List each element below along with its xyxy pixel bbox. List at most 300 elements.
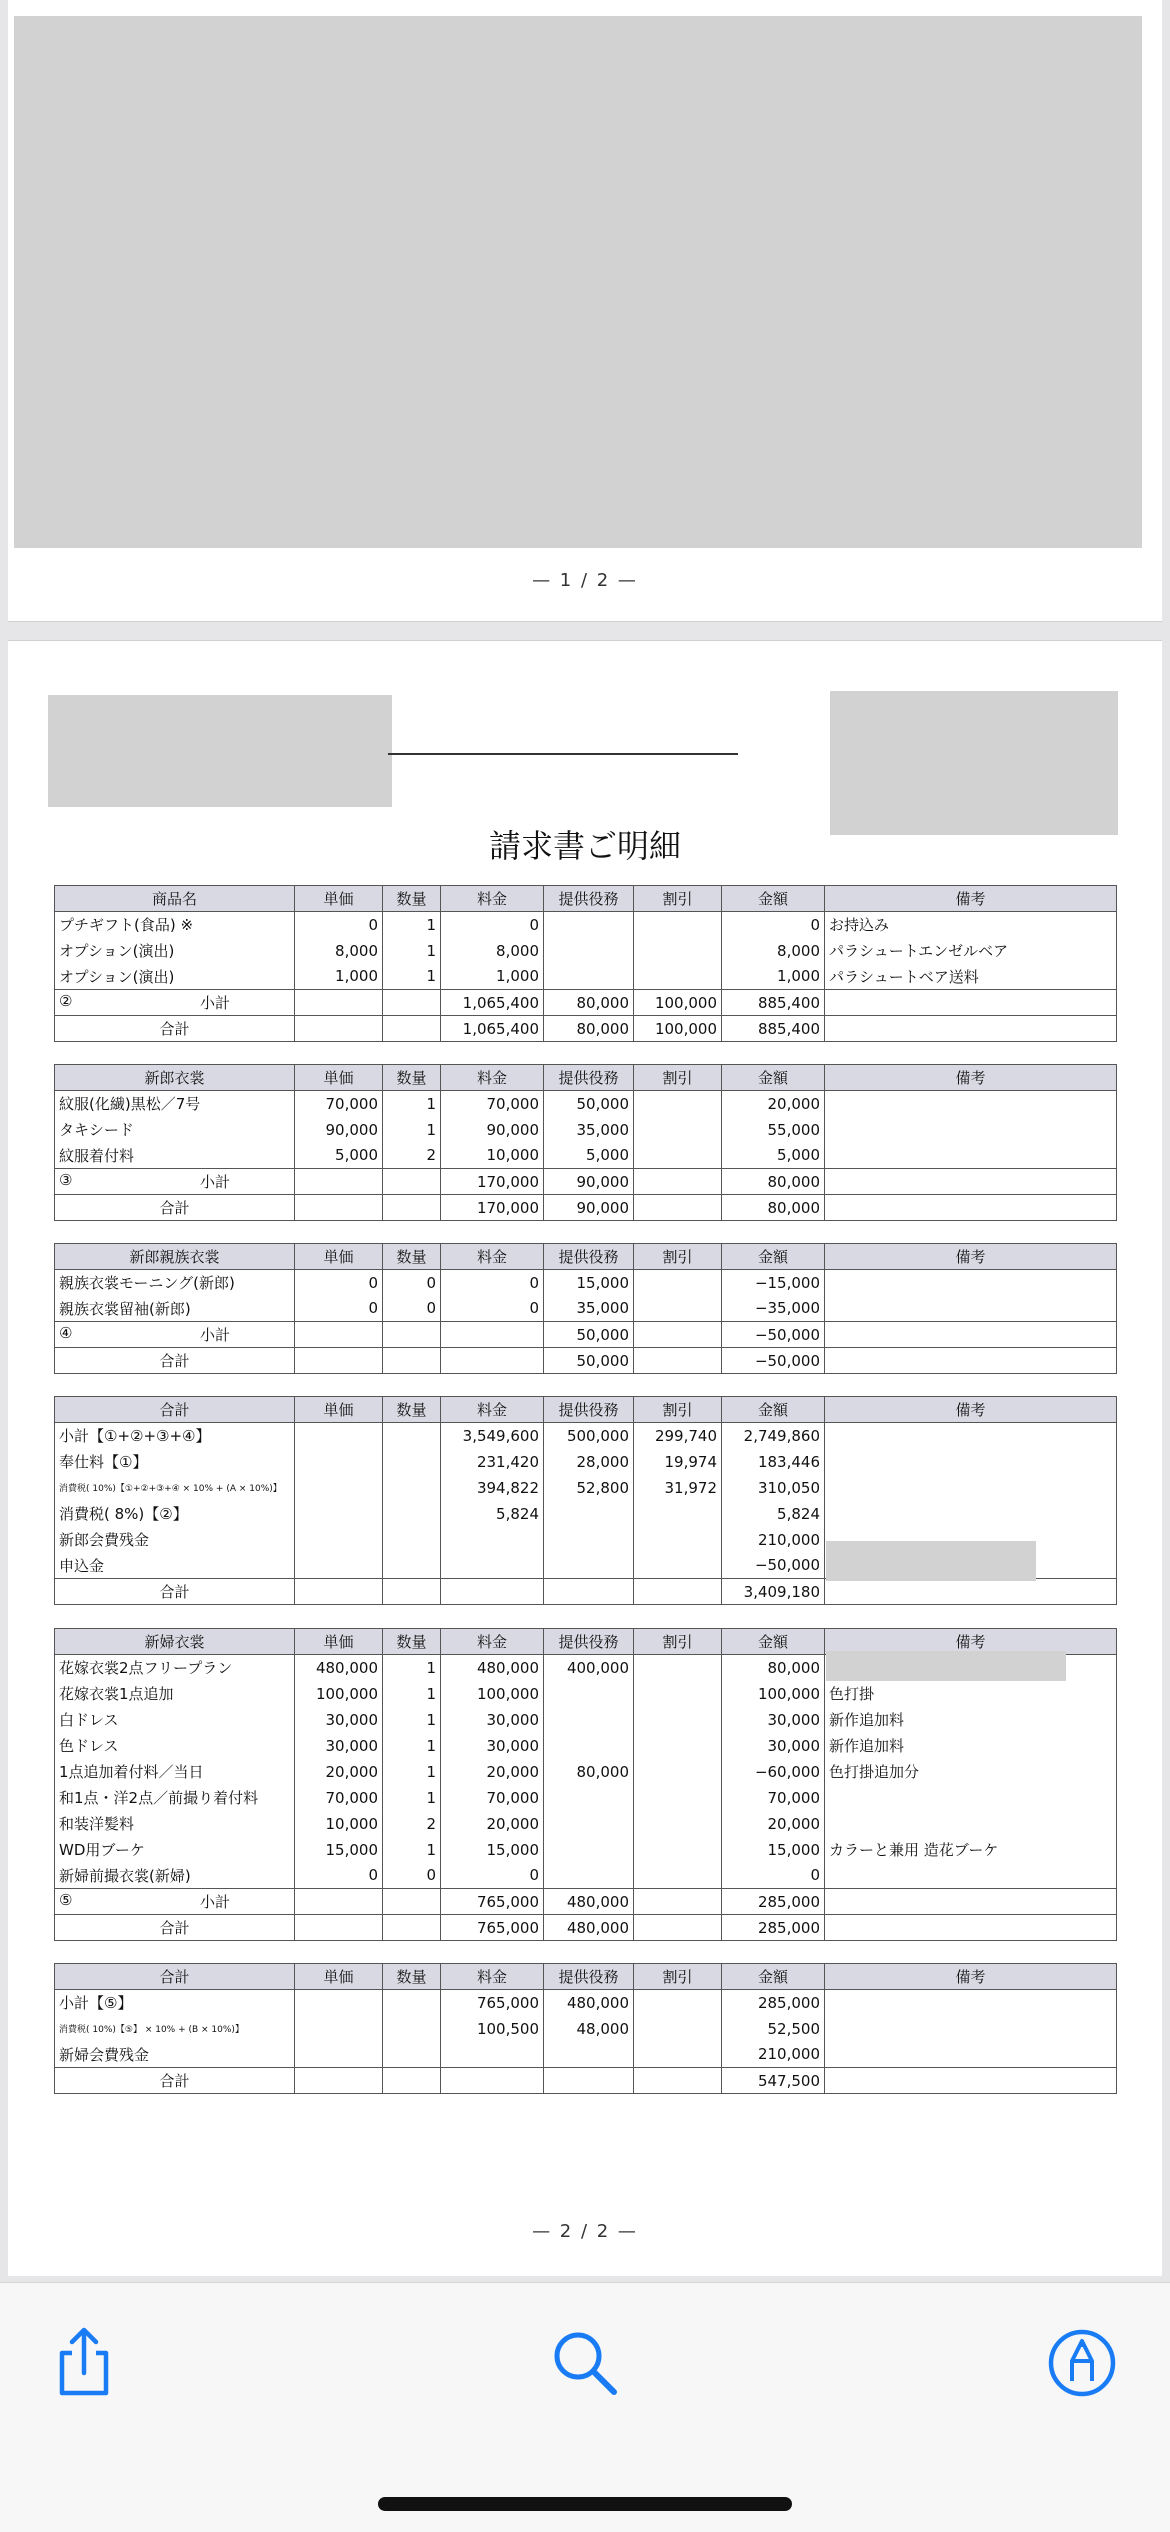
amount-cell [825, 1348, 1117, 1374]
page-indicator-1: — 1 / 2 — [532, 570, 638, 591]
amount-cell [634, 1681, 722, 1707]
amount-cell: 765,000 [441, 1889, 544, 1915]
amount-cell [295, 1322, 383, 1348]
total-row [55, 2068, 1117, 2094]
subtotal-row [55, 1889, 1117, 1915]
amount-cell [634, 1889, 722, 1915]
amount-cell [441, 1527, 544, 1553]
total-row [55, 1579, 1117, 1605]
amount-cell [544, 912, 634, 938]
item-name-cell: 花嫁衣裳2点フリープラン [55, 1655, 295, 1681]
amount-cell [825, 1195, 1117, 1221]
remarks-cell [825, 2016, 1117, 2042]
item-name-cell: 和装洋髪料 [55, 1811, 295, 1837]
table-row [55, 1811, 1117, 1837]
amount-cell [634, 1117, 722, 1143]
amount-cell: 1,000 [295, 964, 383, 990]
amount-cell [383, 1527, 441, 1553]
amount-cell: 30,000 [722, 1733, 825, 1759]
amount-cell [634, 964, 722, 990]
remarks-cell [825, 1990, 1117, 2016]
amount-cell [825, 1016, 1117, 1042]
column-header: 単価 [295, 1244, 383, 1270]
column-header: 割引 [634, 1244, 722, 1270]
amount-cell: 310,050 [722, 1475, 825, 1501]
amount-cell: 3,409,180 [722, 1579, 825, 1605]
column-header: 提供役務 [544, 886, 634, 912]
amount-cell [383, 1579, 441, 1605]
item-name-cell: 消費税( 8%)【②】 [55, 1501, 295, 1527]
document-title: 請求書ご明細 [488, 827, 681, 865]
amount-cell [383, 1322, 441, 1348]
item-name-cell: 白ドレス [55, 1707, 295, 1733]
total-row-label: 合計 [55, 1915, 295, 1941]
search-button[interactable] [545, 2323, 625, 2403]
amount-cell: 394,822 [441, 1475, 544, 1501]
amount-cell: 210,000 [722, 2042, 825, 2068]
amount-cell [634, 1707, 722, 1733]
item-name-cell: 小計【①+②+③+④】 [55, 1423, 295, 1449]
amount-cell: 885,400 [722, 990, 825, 1016]
amount-cell: 183,446 [722, 1449, 825, 1475]
amount-cell [634, 1837, 722, 1863]
item-name-cell: WD用ブーケ [55, 1837, 295, 1863]
column-header: 数量 [383, 1629, 441, 1655]
invoice-table-groom-family-costume [54, 1243, 1117, 1374]
amount-cell [634, 1296, 722, 1322]
item-name-cell: 親族衣裳留袖(新郎) [55, 1296, 295, 1322]
amount-cell [544, 938, 634, 964]
total-row-label: 合計 [55, 1579, 295, 1605]
column-header: 新郎衣裳 [55, 1065, 295, 1091]
amount-cell: 480,000 [544, 1889, 634, 1915]
amount-cell [634, 1863, 722, 1889]
remarks-cell: 色打掛追加分 [825, 1759, 1117, 1785]
column-header: 割引 [634, 1964, 722, 1990]
table-row [55, 1423, 1117, 1449]
remarks-cell [825, 2042, 1117, 2068]
table-header-row [55, 1065, 1117, 1091]
amount-cell [544, 1501, 634, 1527]
amount-cell [544, 1681, 634, 1707]
amount-cell: 20,000 [295, 1759, 383, 1785]
subtotal-text: 小計 [199, 1326, 230, 1344]
amount-cell [544, 1579, 634, 1605]
amount-cell [544, 1785, 634, 1811]
remarks-cell [825, 1449, 1117, 1475]
invoice-table-bride-total [54, 1963, 1117, 2094]
amount-cell: 30,000 [441, 1733, 544, 1759]
amount-cell [634, 1501, 722, 1527]
column-header: 数量 [383, 1065, 441, 1091]
column-header: 金額 [722, 1397, 825, 1423]
item-name-cell: 花嫁衣裳1点追加 [55, 1681, 295, 1707]
amount-cell [295, 990, 383, 1016]
amount-cell [544, 1811, 634, 1837]
table-row [55, 1785, 1117, 1811]
invoice-table-groom-costume [54, 1064, 1117, 1221]
column-header: 料金 [441, 1964, 544, 1990]
amount-cell [295, 1348, 383, 1374]
remarks-cell [825, 1270, 1117, 1296]
column-header: 備考 [825, 1244, 1117, 1270]
amount-cell: 231,420 [441, 1449, 544, 1475]
amount-cell [383, 1475, 441, 1501]
table-row [55, 964, 1117, 990]
amount-cell: 1 [383, 1681, 441, 1707]
amount-cell [825, 1889, 1117, 1915]
amount-cell: 1 [383, 964, 441, 990]
total-row [55, 1016, 1117, 1042]
amount-cell [295, 1195, 383, 1221]
amount-cell: 80,000 [722, 1195, 825, 1221]
column-header: 単価 [295, 1629, 383, 1655]
column-header: 数量 [383, 1244, 441, 1270]
amount-cell: 1 [383, 1733, 441, 1759]
amount-cell: 20,000 [441, 1759, 544, 1785]
column-header: 単価 [295, 886, 383, 912]
amount-cell [383, 2016, 441, 2042]
amount-cell: 100,000 [634, 990, 722, 1016]
column-header: 備考 [825, 1629, 1117, 1655]
title-underline [388, 753, 738, 755]
amount-cell [634, 1553, 722, 1579]
remarks-cell [825, 1296, 1117, 1322]
amount-cell [634, 1579, 722, 1605]
subtotal-text: 小計 [199, 1173, 230, 1191]
column-header: 数量 [383, 886, 441, 912]
remarks-cell [825, 1501, 1117, 1527]
amount-cell [295, 1016, 383, 1042]
amount-cell: 70,000 [441, 1091, 544, 1117]
redacted-area [826, 1651, 1066, 1681]
amount-cell [825, 1322, 1117, 1348]
amount-cell [441, 1579, 544, 1605]
amount-cell: 15,000 [295, 1837, 383, 1863]
amount-cell: 500,000 [544, 1423, 634, 1449]
remarks-cell [825, 1117, 1117, 1143]
amount-cell [634, 1733, 722, 1759]
table-row [55, 1837, 1117, 1863]
table-row [55, 1707, 1117, 1733]
amount-cell [634, 2016, 722, 2042]
remarks-cell [825, 1811, 1117, 1837]
amount-cell: 30,000 [441, 1707, 544, 1733]
amount-cell: 1 [383, 912, 441, 938]
amount-cell: 48,000 [544, 2016, 634, 2042]
amount-cell: 1 [383, 1837, 441, 1863]
amount-cell: 80,000 [722, 1655, 825, 1681]
column-header: 備考 [825, 886, 1117, 912]
item-name-cell: タキシード [55, 1117, 295, 1143]
amount-cell [441, 1348, 544, 1374]
column-header: 料金 [441, 886, 544, 912]
amount-cell: 70,000 [295, 1785, 383, 1811]
item-name-cell: 和1点・洋2点／前撮り着付料 [55, 1785, 295, 1811]
amount-cell [295, 2068, 383, 2094]
amount-cell: 0 [295, 1296, 383, 1322]
amount-cell: 100,000 [295, 1681, 383, 1707]
total-row-label: 合計 [55, 2068, 295, 2094]
remarks-cell: カラーと兼用 造花ブーケ [825, 1837, 1117, 1863]
redacted-area [830, 691, 1118, 835]
amount-cell: 0 [441, 912, 544, 938]
column-header: 金額 [722, 886, 825, 912]
amount-cell [544, 1553, 634, 1579]
item-name-cell: オプション(演出) [55, 964, 295, 990]
amount-cell [544, 1707, 634, 1733]
amount-cell: 1,000 [441, 964, 544, 990]
amount-cell: 0 [722, 1863, 825, 1889]
column-header: 備考 [825, 1964, 1117, 1990]
subtotal-row-label [55, 1889, 295, 1915]
remarks-cell: お持込み [825, 912, 1117, 938]
amount-cell: 10,000 [295, 1811, 383, 1837]
amount-cell [295, 1889, 383, 1915]
item-name-cell: 申込金 [55, 1553, 295, 1579]
amount-cell [441, 1322, 544, 1348]
amount-cell [383, 1915, 441, 1941]
amount-cell [295, 1553, 383, 1579]
subtotal-text: 小計 [199, 994, 230, 1012]
amount-cell [383, 1423, 441, 1449]
remarks-cell [825, 1423, 1117, 1449]
invoice-table-goods [54, 885, 1117, 1042]
amount-cell: −50,000 [722, 1553, 825, 1579]
amount-cell: 70,000 [295, 1091, 383, 1117]
amount-cell [634, 1655, 722, 1681]
redacted-area [826, 1541, 1036, 1581]
subtotal-row-label [55, 1322, 295, 1348]
amount-cell: 0 [722, 912, 825, 938]
amount-cell [634, 1527, 722, 1553]
amount-cell: 1 [383, 1655, 441, 1681]
remarks-cell [825, 1143, 1117, 1169]
amount-cell: 100,000 [634, 1016, 722, 1042]
amount-cell: 90,000 [544, 1195, 634, 1221]
table-row [55, 1143, 1117, 1169]
amount-cell [544, 2068, 634, 2094]
amount-cell: 80,000 [544, 990, 634, 1016]
amount-cell [295, 1501, 383, 1527]
markup-button[interactable] [1042, 2323, 1122, 2403]
amount-cell [383, 1990, 441, 2016]
share-button[interactable] [44, 2323, 124, 2403]
amount-cell: 10,000 [441, 1143, 544, 1169]
amount-cell: 0 [441, 1296, 544, 1322]
amount-cell: 20,000 [722, 1091, 825, 1117]
amount-cell [383, 1449, 441, 1475]
amount-cell: 30,000 [295, 1733, 383, 1759]
amount-cell [634, 1169, 722, 1195]
amount-cell [295, 1915, 383, 1941]
markup-icon [1046, 2327, 1118, 2399]
table-row [55, 1296, 1117, 1322]
table-row [55, 938, 1117, 964]
amount-cell [295, 1449, 383, 1475]
table-row [55, 1501, 1117, 1527]
amount-cell: 15,000 [441, 1837, 544, 1863]
share-icon [52, 2327, 116, 2399]
amount-cell: 8,000 [295, 938, 383, 964]
amount-cell [825, 1915, 1117, 1941]
total-row-label: 合計 [55, 1016, 295, 1042]
pdf-page-2 [8, 640, 1162, 2276]
amount-cell: 5,824 [441, 1501, 544, 1527]
column-header: 金額 [722, 1629, 825, 1655]
bottom-toolbar [0, 2282, 1170, 2532]
amount-cell [825, 1579, 1117, 1605]
item-name-cell: 消費税( 10%)【①+②+③+④ × 10% + (A × 10%)】 [55, 1475, 295, 1501]
column-header: 提供役務 [544, 1065, 634, 1091]
amount-cell [295, 1423, 383, 1449]
column-header: 単価 [295, 1065, 383, 1091]
amount-cell [383, 990, 441, 1016]
amount-cell: 170,000 [441, 1169, 544, 1195]
page-indicator-2: — 2 / 2 — [532, 2221, 638, 2242]
amount-cell [634, 1195, 722, 1221]
amount-cell [383, 2042, 441, 2068]
amount-cell [295, 2042, 383, 2068]
amount-cell: 299,740 [634, 1423, 722, 1449]
amount-cell [634, 1990, 722, 2016]
amount-cell [383, 1195, 441, 1221]
item-name-cell: 新郎会費残金 [55, 1527, 295, 1553]
amount-cell [441, 2068, 544, 2094]
amount-cell: 8,000 [441, 938, 544, 964]
column-header: 単価 [295, 1964, 383, 1990]
column-header: 金額 [722, 1964, 825, 1990]
amount-cell: 30,000 [722, 1707, 825, 1733]
column-header: 合計 [55, 1964, 295, 1990]
amount-cell: 1 [383, 1117, 441, 1143]
amount-cell: 1,065,400 [441, 1016, 544, 1042]
amount-cell: −50,000 [722, 1322, 825, 1348]
amount-cell: 30,000 [295, 1707, 383, 1733]
amount-cell: −50,000 [722, 1348, 825, 1374]
amount-cell: 50,000 [544, 1091, 634, 1117]
amount-cell: 285,000 [722, 1990, 825, 2016]
amount-cell [295, 1990, 383, 2016]
amount-cell: 70,000 [722, 1785, 825, 1811]
column-header: 提供役務 [544, 1964, 634, 1990]
amount-cell [634, 1915, 722, 1941]
column-header: 料金 [441, 1244, 544, 1270]
table-row [55, 1681, 1117, 1707]
amount-cell: 90,000 [295, 1117, 383, 1143]
amount-cell: 100,000 [722, 1681, 825, 1707]
column-header: 提供役務 [544, 1244, 634, 1270]
amount-cell [544, 964, 634, 990]
remarks-cell: パラシュートエンゼルベア [825, 938, 1117, 964]
remarks-cell [825, 1091, 1117, 1117]
amount-cell [634, 1759, 722, 1785]
amount-cell: 52,500 [722, 2016, 825, 2042]
amount-cell [544, 2042, 634, 2068]
column-header: 数量 [383, 1397, 441, 1423]
amount-cell [634, 938, 722, 964]
amount-cell: 19,974 [634, 1449, 722, 1475]
amount-cell [383, 1553, 441, 1579]
amount-cell: 100,000 [441, 1681, 544, 1707]
amount-cell: 885,400 [722, 1016, 825, 1042]
amount-cell: 28,000 [544, 1449, 634, 1475]
amount-cell [544, 1863, 634, 1889]
amount-cell: 2 [383, 1811, 441, 1837]
amount-cell: 0 [441, 1270, 544, 1296]
amount-cell [383, 1016, 441, 1042]
amount-cell: 5,000 [722, 1143, 825, 1169]
amount-cell: 70,000 [441, 1785, 544, 1811]
column-header: 数量 [383, 1964, 441, 1990]
amount-cell [441, 1553, 544, 1579]
amount-cell: 0 [295, 1270, 383, 1296]
amount-cell: 765,000 [441, 1990, 544, 2016]
amount-cell: 15,000 [722, 1837, 825, 1863]
item-name-cell: 親族衣裳モーニング(新郎) [55, 1270, 295, 1296]
amount-cell: −15,000 [722, 1270, 825, 1296]
amount-cell [825, 1169, 1117, 1195]
subtotal-row [55, 990, 1117, 1016]
table-header-row [55, 1964, 1117, 1990]
amount-cell [295, 1169, 383, 1195]
column-header: 商品名 [55, 886, 295, 912]
amount-cell: 5,824 [722, 1501, 825, 1527]
remarks-cell [825, 1863, 1117, 1889]
amount-cell: 15,000 [544, 1270, 634, 1296]
amount-cell [295, 1475, 383, 1501]
amount-cell [634, 1143, 722, 1169]
amount-cell: 20,000 [441, 1811, 544, 1837]
amount-cell: 480,000 [544, 1915, 634, 1941]
amount-cell [634, 912, 722, 938]
amount-cell [544, 1837, 634, 1863]
item-name-cell: オプション(演出) [55, 938, 295, 964]
amount-cell: 2,749,860 [722, 1423, 825, 1449]
item-name-cell: 奉仕料【①】 [55, 1449, 295, 1475]
amount-cell: 170,000 [441, 1195, 544, 1221]
amount-cell: −35,000 [722, 1296, 825, 1322]
total-row-label: 合計 [55, 1195, 295, 1221]
amount-cell [634, 1785, 722, 1811]
amount-cell: 480,000 [544, 1990, 634, 2016]
amount-cell [825, 2068, 1117, 2094]
item-name-cell: 新婦会費残金 [55, 2042, 295, 2068]
amount-cell: 20,000 [722, 1811, 825, 1837]
amount-cell: −60,000 [722, 1759, 825, 1785]
amount-cell: 285,000 [722, 1889, 825, 1915]
amount-cell [634, 1348, 722, 1374]
column-header: 金額 [722, 1065, 825, 1091]
home-indicator [378, 2497, 792, 2511]
item-name-cell: 新婦前撮衣裳(新婦) [55, 1863, 295, 1889]
subtotal-row-label [55, 1169, 295, 1195]
amount-cell: 1 [383, 1091, 441, 1117]
table-row [55, 912, 1117, 938]
amount-cell: 0 [383, 1270, 441, 1296]
column-header: 割引 [634, 1397, 722, 1423]
amount-cell: 210,000 [722, 1527, 825, 1553]
amount-cell: 1 [383, 1759, 441, 1785]
subtotal-mark: ④ [59, 1324, 73, 1342]
item-name-cell: 1点追加着付料／当日 [55, 1759, 295, 1785]
amount-cell: 1 [383, 938, 441, 964]
amount-cell: 2 [383, 1143, 441, 1169]
table-row [55, 1117, 1117, 1143]
column-header: 金額 [722, 1244, 825, 1270]
amount-cell [441, 2042, 544, 2068]
amount-cell [295, 1527, 383, 1553]
